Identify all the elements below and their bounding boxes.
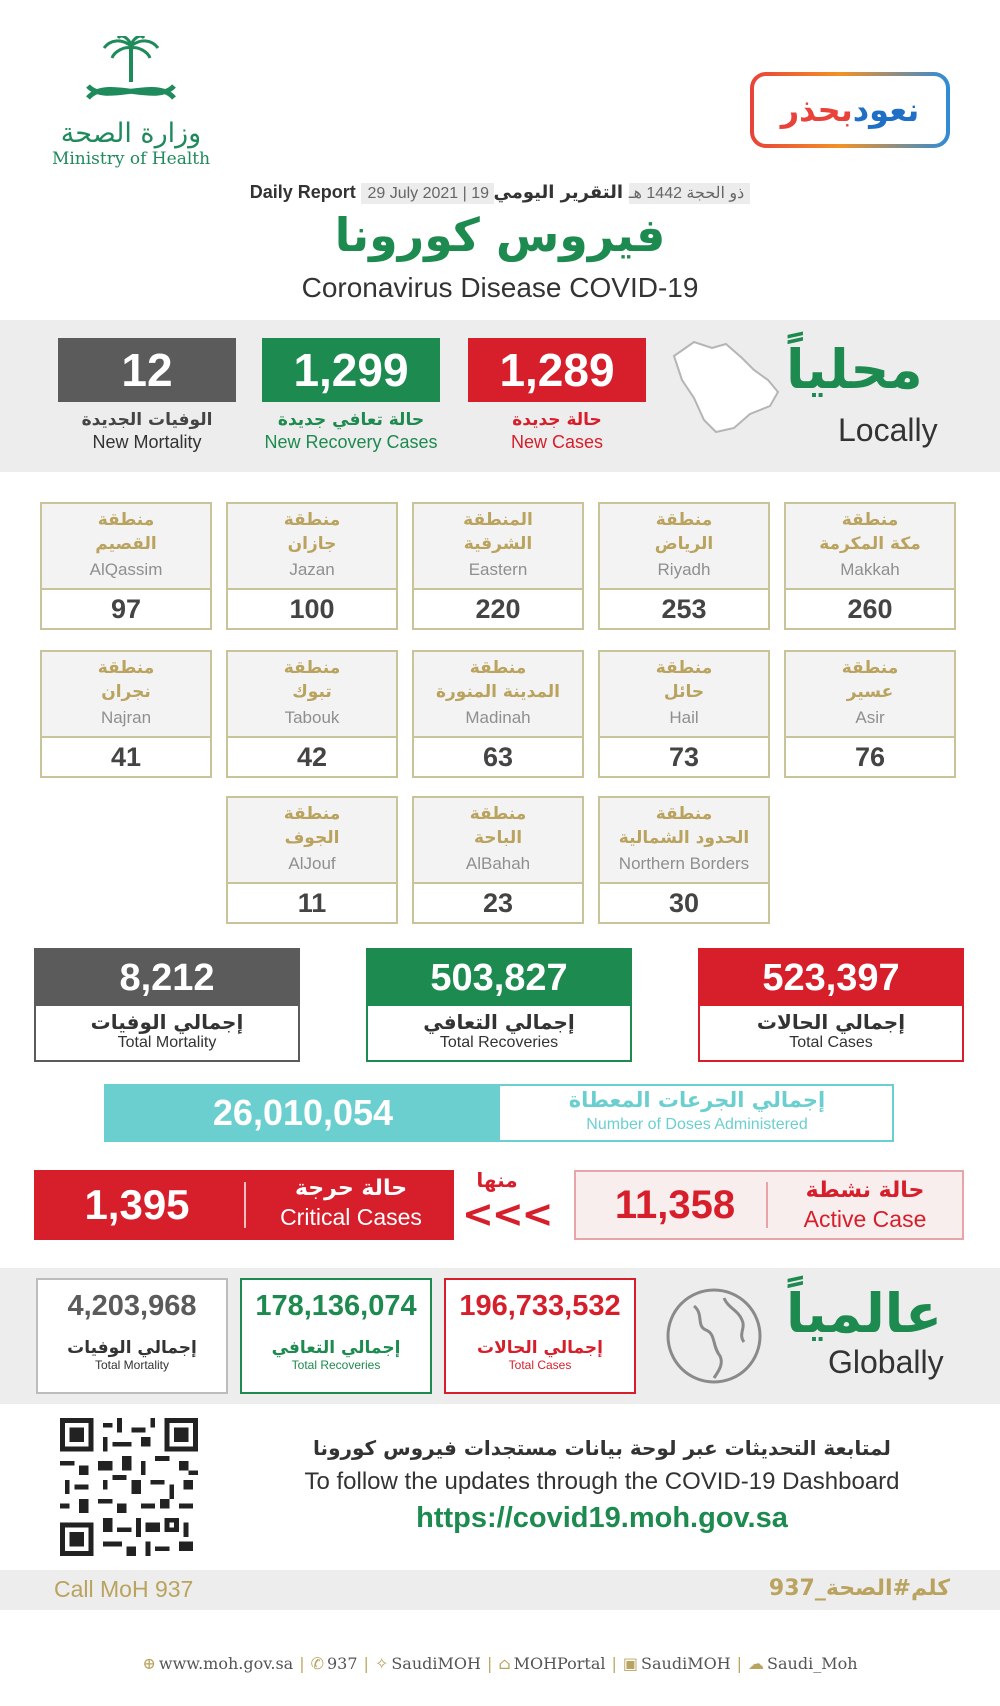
footer-link-text: 937: [327, 1654, 358, 1673]
region-prefix: منطقة: [469, 804, 527, 824]
total-cases-value: 523,397: [700, 950, 962, 1006]
region-card: [40, 650, 212, 778]
global-cases-label-en: Total Cases: [508, 1358, 572, 1372]
new-recovery-label-en: New Recovery Cases: [264, 432, 438, 452]
active-cases-label-en: Active Case: [803, 1206, 927, 1232]
region-name-ar: الشرقية: [463, 534, 533, 554]
twitter-icon: ✧: [374, 1654, 389, 1673]
global-cases-value: 196,733,532: [459, 1290, 621, 1322]
doses-label-en: Number of Doses Administered: [586, 1116, 808, 1133]
region-name-ar: المدينة المنورة: [435, 682, 560, 702]
region-name-en: Madinah: [465, 708, 531, 727]
phone-icon: ✆: [310, 1654, 324, 1673]
region-name-en: Hail: [669, 708, 699, 727]
region-value: 23: [482, 888, 514, 918]
region-header: [600, 504, 768, 590]
region-value: 260: [847, 594, 893, 624]
region-prefix: منطقة: [283, 658, 341, 678]
region-name-en: Jazan: [289, 560, 335, 579]
global-mortality-card: [36, 1278, 228, 1394]
footer-link-text: www.moh.gov.sa: [158, 1654, 294, 1673]
dashboard-text-en: To follow the updates through the COVID-19 Dashboard: [304, 1468, 900, 1495]
snapchat-icon: ☁: [748, 1654, 765, 1673]
saudi-map-icon: [664, 336, 784, 436]
region-prefix: منطقة: [655, 804, 713, 824]
campaign-word-1: نعود: [852, 91, 920, 129]
instagram-icon: ▣: [622, 1654, 639, 1673]
active-cases-card: [574, 1170, 964, 1240]
separator: |: [611, 1654, 617, 1673]
global-recoveries-value: 178,136,074: [255, 1290, 417, 1322]
total-recoveries-label-ar: إجمالي التعافي: [423, 1010, 575, 1034]
new-cases-label-ar: حالة جديدة: [512, 410, 602, 430]
locally-title-en: Locally: [838, 412, 938, 448]
separator: |: [486, 1654, 493, 1673]
footer-link-text: SaudiMOH: [641, 1654, 731, 1673]
total-cases-label-ar: إجمالي الحالات: [756, 1010, 906, 1034]
palm-emblem-icon: [66, 36, 196, 116]
report-label-en: Daily Report: [249, 182, 356, 202]
total-recoveries-label-en: Total Recoveries: [439, 1034, 559, 1051]
region-name-en: Riyadh: [657, 560, 711, 579]
separator: |: [363, 1654, 369, 1673]
region-name-ar: جازان: [287, 534, 337, 554]
portal-icon: ⌂: [498, 1654, 511, 1673]
region-header: [414, 798, 582, 884]
total-recoveries-value: 503,827: [368, 950, 630, 1006]
critical-cases-card: [34, 1170, 454, 1240]
region-header: [228, 652, 396, 738]
region-card: [784, 650, 956, 778]
region-value: 76: [854, 742, 886, 772]
region-name-ar: القصيم: [95, 534, 157, 554]
region-name-ar: عسير: [846, 682, 894, 702]
of-which-indicator: [462, 1168, 552, 1236]
region-card: [226, 650, 398, 778]
globally-title-en: Globally: [828, 1344, 944, 1380]
report-date: 29 July 2021 | 19 ذو الحجة 1442 هـ: [361, 183, 750, 204]
campaign-word-2: بحذر: [780, 91, 853, 129]
global-recoveries-label-ar: إجمالي التعافي: [271, 1338, 401, 1358]
new-cases-label-en: New Cases: [510, 432, 604, 452]
doses-label-ar: إجمالي الجرعات المعطاة: [568, 1088, 826, 1112]
global-cases-label-ar: إجمالي الحالات: [477, 1338, 603, 1358]
dashboard-text-ar: لمتابعة التحديثات عبر لوحة بيانات مستجدات فيروس كورونا: [313, 1436, 891, 1460]
global-cases-card: [444, 1278, 636, 1394]
call-band: [0, 1570, 1000, 1610]
region-card: [412, 796, 584, 924]
region-prefix: منطقة: [283, 804, 341, 824]
campaign-badge: [750, 72, 950, 148]
region-prefix: منطقة: [655, 658, 713, 678]
global-mortality-value: 4,203,968: [67, 1290, 197, 1322]
total-recoveries-card: [366, 948, 632, 1062]
region-prefix: منطقة: [469, 658, 527, 678]
active-cases-label-ar: حالة نشطة: [805, 1178, 925, 1203]
critical-cases-label-en: Critical Cases: [280, 1204, 422, 1230]
region-value: 41: [110, 742, 142, 772]
call-moh-text: Call MoH 937: [54, 1576, 194, 1602]
qr-code-icon[interactable]: [60, 1418, 198, 1556]
region-name-en: Northern Borders: [618, 854, 750, 873]
region-header: [228, 798, 396, 884]
region-name-en: Eastern: [468, 560, 528, 579]
separator: |: [299, 1654, 305, 1673]
region-value: 73: [668, 742, 700, 772]
region-name-ar: تبوك: [292, 682, 332, 702]
region-value: 220: [475, 594, 521, 624]
total-cases-label-en: Total Cases: [789, 1034, 873, 1051]
region-card: [598, 796, 770, 924]
total-mortality-card: [34, 948, 300, 1062]
globe-icon: ⊕: [142, 1654, 156, 1673]
region-header: [42, 652, 210, 738]
region-prefix: منطقة: [283, 510, 341, 530]
region-card: [598, 650, 770, 778]
doses-value: 26,010,054: [106, 1086, 500, 1140]
region-name-ar: حائل: [663, 682, 705, 702]
region-name-ar: نجران: [101, 682, 151, 702]
region-name-ar: الحدود الشمالية: [618, 828, 750, 848]
dashboard-link[interactable]: https://covid19.moh.gov.sa: [416, 1502, 788, 1534]
footer-link[interactable]: [748, 1654, 857, 1673]
region-name-en: AlJouf: [288, 854, 336, 873]
call-hashtag: كلم#الصحة_937: [768, 1576, 950, 1601]
region-prefix: المنطقة: [463, 510, 533, 530]
globally-section: [0, 1268, 1000, 1404]
region-header: [786, 652, 954, 738]
total-mortality-label-ar: إجمالي الوفيات: [90, 1010, 244, 1034]
footer-link-text: MOHPortal: [513, 1654, 606, 1673]
region-value: 11: [297, 888, 327, 918]
region-name-en: AlBahah: [465, 854, 531, 873]
moh-name-en: Ministry of Health: [51, 149, 211, 169]
region-card: [598, 502, 770, 630]
region-prefix: منطقة: [841, 658, 899, 678]
region-header: [600, 798, 768, 884]
divider: [244, 1182, 246, 1228]
footer-links: [0, 1654, 1000, 1673]
footer-link[interactable]: [311, 1654, 358, 1673]
region-card: [412, 650, 584, 778]
new-mortality-label-ar: الوفيات الجديدة: [81, 410, 213, 430]
footer-link[interactable]: [498, 1654, 605, 1673]
new-mortality-label-en: New Mortality: [92, 432, 202, 452]
moh-logo: [46, 36, 216, 176]
footer-link[interactable]: [375, 1654, 481, 1673]
total-cases-card: [698, 948, 964, 1062]
footer-link[interactable]: [142, 1654, 293, 1673]
critical-cases-value: 1,395: [84, 1181, 190, 1228]
total-mortality-label-en: Total Mortality: [117, 1034, 217, 1051]
region-value: 42: [296, 742, 328, 772]
new-cases-value: 1,289: [468, 338, 646, 402]
separator: |: [736, 1654, 743, 1673]
global-mortality-label-ar: إجمالي الوفيات: [67, 1338, 197, 1358]
global-mortality-label-en: Total Mortality: [94, 1358, 170, 1372]
arrows-left-icon: <<<: [462, 1192, 552, 1236]
region-value: 100: [289, 594, 335, 624]
page-title-ar: فيروس كورونا: [334, 208, 666, 262]
total-mortality-value: 8,212: [36, 950, 298, 1006]
region-card: [226, 796, 398, 924]
region-header: [42, 504, 210, 590]
region-name-ar: مكة المكرمة: [819, 534, 921, 554]
region-header: [786, 504, 954, 590]
region-name-en: Najran: [100, 708, 152, 727]
region-prefix: منطقة: [97, 510, 155, 530]
region-header: [600, 652, 768, 738]
report-line: [0, 182, 1000, 203]
global-recoveries-card: [240, 1278, 432, 1394]
new-recovery-label-ar: حالة تعافي جديدة: [277, 410, 425, 430]
region-card: [784, 502, 956, 630]
region-header: [414, 652, 582, 738]
footer-link-text: SaudiMOH: [391, 1654, 481, 1673]
region-name-en: Tabouk: [284, 708, 340, 727]
region-name-ar: الجوف: [284, 828, 340, 848]
region-name-en: AlQassim: [89, 560, 163, 579]
region-prefix: منطقة: [655, 510, 713, 530]
region-name-ar: الباحة: [473, 828, 523, 848]
region-header: [228, 504, 396, 590]
region-card: [40, 502, 212, 630]
region-name-en: Makkah: [840, 560, 900, 579]
new-mortality-value: 12: [58, 338, 236, 402]
region-card: [226, 502, 398, 630]
region-prefix: منطقة: [97, 658, 155, 678]
region-value: 97: [110, 594, 142, 624]
global-recoveries-label-en: Total Recoveries: [291, 1358, 381, 1372]
footer-link-text: Saudi_Moh: [767, 1654, 858, 1673]
globally-title-ar: عالمياً: [786, 1282, 942, 1345]
region-name-en: Asir: [855, 708, 885, 727]
footer-link[interactable]: [623, 1654, 731, 1673]
moh-name-ar: وزارة الصحة: [60, 118, 202, 149]
region-card: [412, 502, 584, 630]
doses-card: [104, 1084, 894, 1142]
report-label-ar: التقرير اليومي: [493, 182, 624, 203]
locally-section: [0, 320, 1000, 472]
region-value: 253: [661, 594, 707, 624]
critical-cases-label-ar: حالة حرجة: [294, 1176, 408, 1201]
of-which-label: منها: [476, 1168, 518, 1192]
divider: [766, 1182, 768, 1228]
region-name-ar: الرياض: [654, 534, 714, 554]
active-cases-value: 11,358: [614, 1183, 736, 1227]
region-value: 63: [482, 742, 514, 772]
globe-icon: [664, 1286, 764, 1386]
region-value: 30: [668, 888, 700, 918]
new-recovery-value: 1,299: [262, 338, 440, 402]
region-header: [414, 504, 582, 590]
locally-title-ar: محلياً: [786, 338, 923, 401]
page-title-en: Coronavirus Disease COVID-19: [301, 272, 699, 303]
region-prefix: منطقة: [841, 510, 899, 530]
